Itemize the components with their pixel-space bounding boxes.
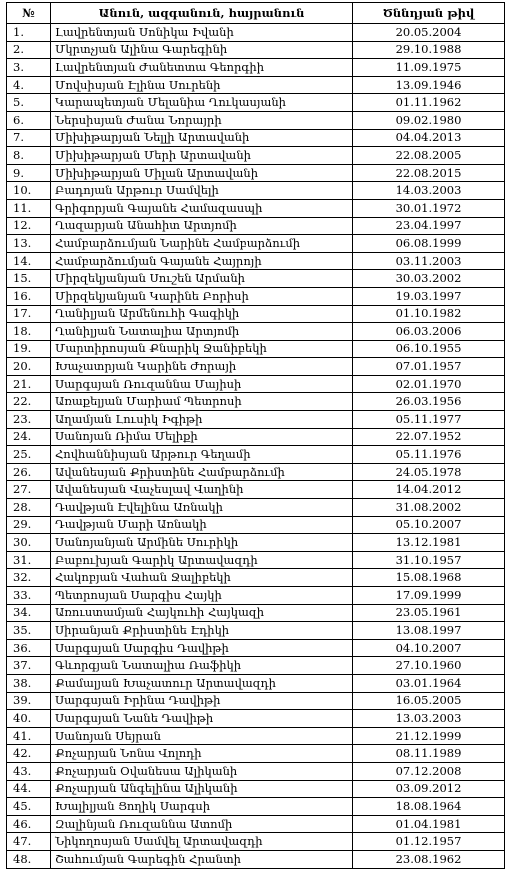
table-row [7, 551, 505, 569]
row-number: 42. [7, 745, 51, 763]
row-full-name: Միխիթարյան Մերի Արտավանի [51, 147, 353, 165]
row-full-name: Դավթյան Էվելինա Առնակի [51, 499, 353, 517]
table-row [7, 270, 505, 288]
row-birth-date: 01.10.1982 [353, 305, 505, 323]
row-birth-date: 30.03.2002 [353, 270, 505, 288]
table-row [7, 147, 505, 165]
row-number: 4. [7, 76, 51, 94]
table-row [7, 199, 505, 217]
row-birth-date: 01.12.1957 [353, 833, 505, 851]
row-birth-date: 05.11.1976 [353, 446, 505, 464]
row-full-name: Առաքելյան Մարիամ Պետրոսի [51, 393, 353, 411]
row-birth-date: 09.02.1980 [353, 111, 505, 129]
row-number: 28. [7, 499, 51, 517]
row-full-name: Ղազարյան Անահիտ Արտյոմի [51, 217, 353, 235]
header-full-name: Անուն, ազգանուն, հայրանուն [51, 3, 353, 24]
row-full-name: Համբարձումյան Գայանե Հայրոյի [51, 252, 353, 270]
table-row [7, 534, 505, 552]
row-birth-date: 29.10.1988 [353, 41, 505, 59]
row-number: 41. [7, 727, 51, 745]
row-number: 23. [7, 411, 51, 429]
row-birth-date: 03.09.2012 [353, 780, 505, 798]
row-number: 29. [7, 516, 51, 534]
row-birth-date: 22.08.2005 [353, 147, 505, 165]
table-row [7, 499, 505, 517]
table-row [7, 587, 505, 605]
roster-table [6, 2, 505, 869]
row-birth-date: 31.10.1957 [353, 551, 505, 569]
row-full-name: Խալիլյան Ցողիկ Սարգսի [51, 798, 353, 816]
row-number: 37. [7, 657, 51, 675]
row-number: 22. [7, 393, 51, 411]
row-full-name: Միխիթարյան Նելլի Արտավանի [51, 129, 353, 147]
table-row [7, 411, 505, 429]
row-birth-date: 19.03.1997 [353, 287, 505, 305]
table-row [7, 516, 505, 534]
row-number: 24. [7, 428, 51, 446]
row-number: 36. [7, 639, 51, 657]
row-birth-date: 17.09.1999 [353, 587, 505, 605]
row-number: 13. [7, 235, 51, 253]
row-number: 1. [7, 24, 51, 42]
row-full-name: Պետրոսյան Սարգիս Հայկի [51, 587, 353, 605]
row-full-name: Սանոյան Ռիմա Մելիքի [51, 428, 353, 446]
row-number: 39. [7, 692, 51, 710]
row-full-name: Կարապետյան Մելանիա Ղուկասյանի [51, 94, 353, 112]
row-birth-date: 30.01.1972 [353, 199, 505, 217]
row-number: 35. [7, 622, 51, 640]
row-full-name: Ավանեսյան Քրիստինե Համբարձումի [51, 463, 353, 481]
row-number: 12. [7, 217, 51, 235]
table-row [7, 287, 505, 305]
row-birth-date: 23.04.1997 [353, 217, 505, 235]
row-full-name: Միրզեկյանյան Սուշեն Արմանի [51, 270, 353, 288]
row-full-name: Սարգսյան Իրինա Դավիթի [51, 692, 353, 710]
row-birth-date: 03.11.2003 [353, 252, 505, 270]
row-full-name: Աղամյան Լուսիկ Իգիթի [51, 411, 353, 429]
table-row [7, 59, 505, 77]
row-number: 46. [7, 815, 51, 833]
table-row [7, 235, 505, 253]
table-row [7, 428, 505, 446]
table-row [7, 252, 505, 270]
row-number: 17. [7, 305, 51, 323]
header-birth-date: Ծննդյան թիվ [353, 3, 505, 24]
table-row [7, 745, 505, 763]
table-row [7, 76, 505, 94]
header-number: № [7, 3, 51, 24]
row-number: 27. [7, 481, 51, 499]
table-row [7, 569, 505, 587]
row-number: 10. [7, 182, 51, 200]
row-number: 31. [7, 551, 51, 569]
row-birth-date: 05.10.2007 [353, 516, 505, 534]
row-birth-date: 14.04.2012 [353, 481, 505, 499]
row-birth-date: 08.11.1989 [353, 745, 505, 763]
row-number: 25. [7, 446, 51, 464]
table-row [7, 780, 505, 798]
table-row [7, 833, 505, 851]
row-number: 19. [7, 340, 51, 358]
row-number: 34. [7, 604, 51, 622]
row-number: 18. [7, 323, 51, 341]
row-number: 7. [7, 129, 51, 147]
row-birth-date: 13.09.1946 [353, 76, 505, 94]
table-row [7, 323, 505, 341]
row-full-name: Սանոյանյան Արմինե Սուրիկի [51, 534, 353, 552]
row-birth-date: 06.03.2006 [353, 323, 505, 341]
row-full-name: Մովսիսյան Էլինա Սուրենի [51, 76, 353, 94]
row-full-name: Միխիթարյան Միլան Արտավանի [51, 164, 353, 182]
row-birth-date: 03.01.1964 [353, 674, 505, 692]
row-number: 8. [7, 147, 51, 165]
row-number: 9. [7, 164, 51, 182]
row-number: 3. [7, 59, 51, 77]
table-header-row [7, 3, 505, 24]
table-row [7, 674, 505, 692]
row-birth-date: 22.07.1952 [353, 428, 505, 446]
table-row [7, 358, 505, 376]
row-birth-date: 22.08.2015 [353, 164, 505, 182]
table-row [7, 710, 505, 728]
row-full-name: Սարգսյան Սարգիս Դավիթի [51, 639, 353, 657]
row-birth-date: 01.04.1981 [353, 815, 505, 833]
row-full-name: Քոչարյան Նոնա Վոլոդի [51, 745, 353, 763]
row-birth-date: 05.11.1977 [353, 411, 505, 429]
row-birth-date: 13.12.1981 [353, 534, 505, 552]
row-full-name: Ավանեսյան Վաչեսլավ Վաղինի [51, 481, 353, 499]
row-number: 16. [7, 287, 51, 305]
row-full-name: Լավրենտյան Սոնիկա Իվանի [51, 24, 353, 42]
table-row [7, 393, 505, 411]
table-body [7, 24, 505, 869]
row-full-name: Սիրանյան Քրիստինե Էդիկի [51, 622, 353, 640]
row-full-name: Հակոբյան Վահան Ջալիբեկի [51, 569, 353, 587]
row-full-name: Մարտիրոսյան Քնարիկ Ջանիբեկի [51, 340, 353, 358]
row-full-name: Միրզեկյանյան Կարինե Բորիսի [51, 287, 353, 305]
row-number: 2. [7, 41, 51, 59]
row-number: 45. [7, 798, 51, 816]
row-birth-date: 01.11.1962 [353, 94, 505, 112]
table-row [7, 798, 505, 816]
table-row [7, 340, 505, 358]
row-birth-date: 23.05.1961 [353, 604, 505, 622]
table-row [7, 727, 505, 745]
row-number: 26. [7, 463, 51, 481]
row-birth-date: 23.08.1962 [353, 850, 505, 868]
row-birth-date: 20.05.2004 [353, 24, 505, 42]
table-row [7, 481, 505, 499]
table-row [7, 692, 505, 710]
row-birth-date: 21.12.1999 [353, 727, 505, 745]
row-full-name: Մկրտչյան Ալինա Գարեգինի [51, 41, 353, 59]
row-full-name: Սանոյան Սեյրան [51, 727, 353, 745]
row-birth-date: 16.05.2005 [353, 692, 505, 710]
row-number: 44. [7, 780, 51, 798]
table-row [7, 182, 505, 200]
table-row [7, 639, 505, 657]
row-full-name: Քամալյան Խաչատուր Արտավազդի [51, 674, 353, 692]
table-row [7, 129, 505, 147]
table-row [7, 375, 505, 393]
row-full-name: Շահումյան Գարեգին Հրանտի [51, 850, 353, 868]
row-birth-date: 02.01.1970 [353, 375, 505, 393]
row-full-name: Ղանիլյան Արմենուհի Գագիկի [51, 305, 353, 323]
table-row [7, 604, 505, 622]
table-row [7, 815, 505, 833]
table-row [7, 446, 505, 464]
table-row [7, 217, 505, 235]
table-row [7, 762, 505, 780]
row-birth-date: 11.09.1975 [353, 59, 505, 77]
row-full-name: Դավթյան Մարի Առնակի [51, 516, 353, 534]
row-number: 32. [7, 569, 51, 587]
row-number: 6. [7, 111, 51, 129]
table-row [7, 622, 505, 640]
row-birth-date: 14.03.2003 [353, 182, 505, 200]
row-birth-date: 04.10.2007 [353, 639, 505, 657]
row-full-name: Ներսիսյան Ժանա Նորայրի [51, 111, 353, 129]
row-birth-date: 24.05.1978 [353, 463, 505, 481]
row-full-name: Սարգսյան Նանե Դավիթի [51, 710, 353, 728]
row-full-name: Առուստամյան Հայկուհի Հայկազի [51, 604, 353, 622]
table-row [7, 850, 505, 868]
row-full-name: Լավրենտյան Ժանետտա Գեորգիի [51, 59, 353, 77]
table-row [7, 24, 505, 42]
table-row [7, 657, 505, 675]
row-birth-date: 18.08.1964 [353, 798, 505, 816]
row-full-name: Քոչարյան Օվանեսա Ալիկանի [51, 762, 353, 780]
row-full-name: Բադոյան Արթուր Սամվելի [51, 182, 353, 200]
row-full-name: Գևորգյան Նատալիա Ռաֆիկի [51, 657, 353, 675]
row-number: 30. [7, 534, 51, 552]
row-number: 20. [7, 358, 51, 376]
row-number: 5. [7, 94, 51, 112]
row-birth-date: 06.10.1955 [353, 340, 505, 358]
row-birth-date: 06.08.1999 [353, 235, 505, 253]
row-birth-date: 04.04.2013 [353, 129, 505, 147]
row-birth-date: 31.08.2002 [353, 499, 505, 517]
row-number: 15. [7, 270, 51, 288]
row-number: 21. [7, 375, 51, 393]
row-full-name: Գրիգորյան Գայանե Համազասպի [51, 199, 353, 217]
row-number: 33. [7, 587, 51, 605]
row-birth-date: 13.08.1997 [353, 622, 505, 640]
table-row [7, 111, 505, 129]
row-full-name: Սարգսյան Ռուզաննա Մայիսի [51, 375, 353, 393]
row-full-name: Նիկողոսյան Սամվել Արտավազդի [51, 833, 353, 851]
row-birth-date: 07.12.2008 [353, 762, 505, 780]
document-page [6, 2, 505, 869]
row-number: 47. [7, 833, 51, 851]
row-number: 11. [7, 199, 51, 217]
table-row [7, 94, 505, 112]
row-birth-date: 26.03.1956 [353, 393, 505, 411]
row-full-name: Հովհաննիսյան Արթուր Գեղամի [51, 446, 353, 464]
row-number: 40. [7, 710, 51, 728]
row-number: 48. [7, 850, 51, 868]
row-full-name: Խաչատրյան Կարինե Ժորայի [51, 358, 353, 376]
row-full-name: Բաբուխյան Գարիկ Արտավազդի [51, 551, 353, 569]
row-birth-date: 27.10.1960 [353, 657, 505, 675]
row-full-name: Քոչարյան Անգելինա Ալիկանի [51, 780, 353, 798]
row-full-name: Ղանիլյան Նատալիա Արտյոմի [51, 323, 353, 341]
table-row [7, 463, 505, 481]
row-number: 43. [7, 762, 51, 780]
row-birth-date: 15.08.1968 [353, 569, 505, 587]
row-number: 14. [7, 252, 51, 270]
row-birth-date: 07.01.1957 [353, 358, 505, 376]
row-full-name: Զալինյան Ռուզաննա Ատոմի [51, 815, 353, 833]
table-row [7, 164, 505, 182]
table-row [7, 41, 505, 59]
row-full-name: Համբարձումյան Նարինե Համբարձումի [51, 235, 353, 253]
row-birth-date: 13.03.2003 [353, 710, 505, 728]
table-row [7, 305, 505, 323]
row-number: 38. [7, 674, 51, 692]
